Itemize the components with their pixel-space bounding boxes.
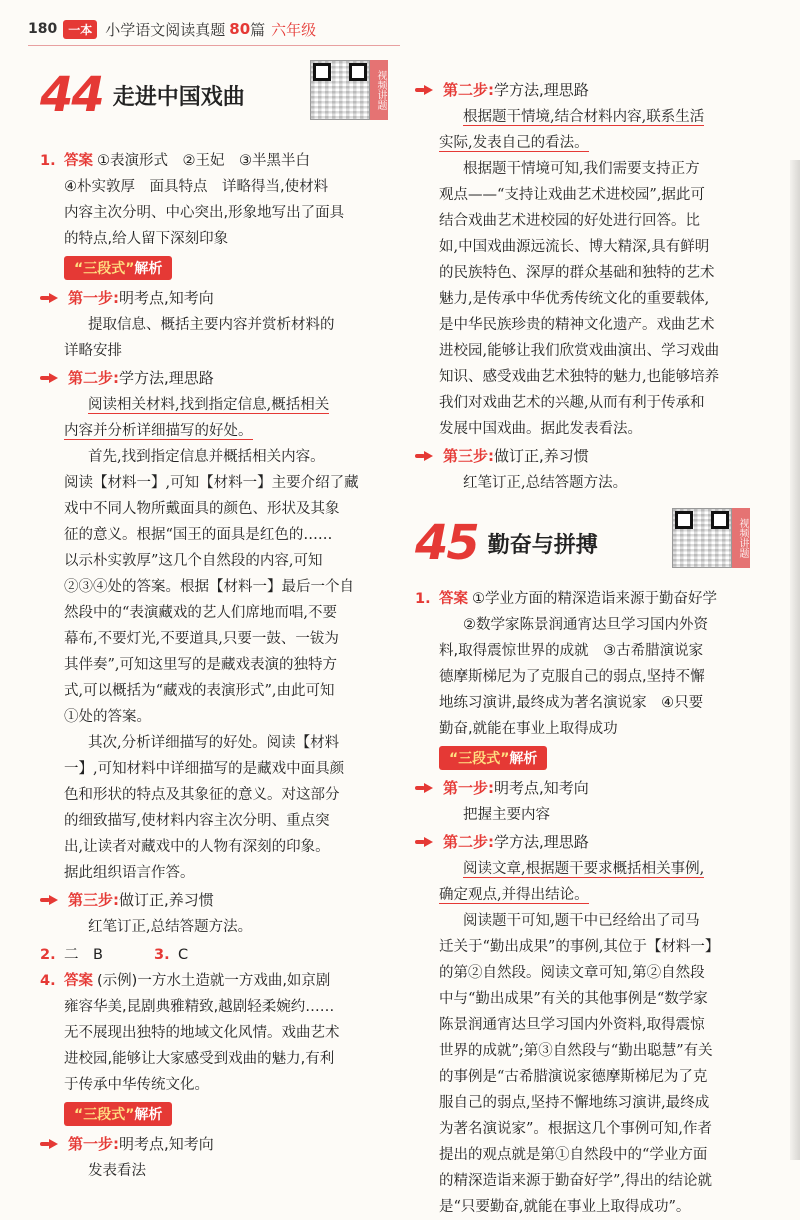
step-detail: 把握主要内容 — [463, 807, 550, 823]
qr-code-icon — [310, 60, 370, 120]
answer-line: 内容主次分明、中心突出,形象地写出了面具 — [64, 205, 345, 221]
brand-logo: 一本 — [63, 20, 97, 39]
answer-line: 的特点,给人留下深刻印象 — [64, 231, 229, 247]
sanduan-badge: “三段式”解析 — [64, 1102, 172, 1126]
page-edge-shadow — [790, 160, 800, 1160]
step-3: 第三步: 做订正,养习惯 — [415, 442, 750, 470]
arrow-icon — [415, 783, 437, 793]
lesson-number: 44 — [40, 67, 103, 123]
lesson-title: 走进中国戏曲 — [112, 84, 245, 110]
step-detail: 提取信息、概括主要内容并赏析材料的 — [88, 317, 335, 333]
qr-code-icon — [672, 508, 732, 568]
book-grade: 六年级 — [271, 20, 317, 39]
question-1: 1. 答案 ①学业方面的精深造诣来源于勤奋好学 ②数学家陈景润通宵达旦学习国内外资 料,取得震惊世界的成就 ③古希腊演说家 德摩斯梯尼为了克服自己的弱点,坚持不懈 地练习演讲,最终成为著名演说家 ④只要 勤奋,就能在事业上取得成功 — [415, 591, 717, 737]
arrow-icon — [40, 293, 62, 303]
step-2: 第二步: 学方法,理思路 — [415, 828, 750, 856]
arrow-icon — [40, 373, 62, 383]
qr-tag: 视频讲题 — [370, 60, 388, 120]
step-3: 第三步: 做订正,养习惯 — [40, 886, 400, 914]
page-number: 180 — [28, 21, 58, 37]
answer-line: ④朴实敦厚 面具特点 详略得当,使材料 — [64, 179, 329, 195]
step-1: 第一步: 明考点,知考向 — [40, 284, 400, 312]
answer-q2: 二 B — [64, 947, 103, 963]
arrow-icon — [40, 1139, 62, 1149]
analysis-paragraph: 阅读题干可知,题干中已经给出了司马 迁关于“勤出成果”的事例,其位于【材料一】 的第②自然段。阅读文章可知,第②自然段 中与“勤出成果”有关的其他事例是“数学家 陈景润通宵达旦学习国内外资料,取得震惊 世界的成就”;第③自然段与“勤出聪慧”有关 的事例是“古希腊演说家德摩斯梯尼为了克 服自己的弱点,坚持不懈地练习演讲,最终成 为著名演说家”。根据这几个事例可知,作者 提出的观点就是第①自然段中的“学业方面 的精深造诣来源于勤奋好学”,得出的结论就 是“只要勤奋,就能在事业上取得成功”。 — [439, 913, 720, 1215]
step-1: 第一步: 明考点,知考向 — [415, 774, 750, 802]
answer-line: ①表演形式 ②王妃 ③半黑半白 — [97, 153, 310, 169]
lesson-44-heading — [40, 60, 400, 130]
method-underlined: 内容并分析详细描写的好处。 — [64, 423, 253, 439]
question-1 — [40, 148, 400, 252]
page-header — [28, 14, 316, 44]
answer-q3: C — [178, 947, 189, 963]
method-underlined: 实际,发表自己的看法。 — [439, 135, 589, 151]
question-number: 1. — [40, 153, 56, 169]
arrow-icon — [415, 451, 437, 461]
left-column — [40, 60, 400, 1184]
analysis-paragraph-1: 首先,找到指定信息并概括相关内容。 阅读【材料一】,可知【材料一】主要介绍了藏 戏中不同人物所戴面具的颜色、形状及其象 征的意义。根据“国王的面具是红色的…… 以示朴实敦厚”这几个自然段的内容,可知 ②③④处的答案。根据【材料一】最后一个自 然段中的“表演藏戏的艺人们席地而唱,不要 幕布,不要灯光,不要道具,只要一鼓、一钹为 其伴奏”,可知这里写的是藏戏表演的独特方 式,可以概括为“藏戏的表演形式”,由此可知 ①处的答案。 — [64, 449, 359, 725]
book-count-unit: 篇 — [250, 20, 266, 39]
header-divider — [28, 45, 400, 46]
qr-tag: 视频讲题 — [732, 508, 750, 568]
arrow-icon — [415, 837, 437, 847]
analysis-paragraph: 根据题干情境可知,我们需要支持正方 观点——“支持让戏曲艺术进校园”,据此可 结合戏曲艺术进校园的好处进行回答。比 如,中国戏曲源远流长、博大精深,具有鲜明 的民族特色、深厚的群众基础和独特的艺术 魅力,是传承中华优秀传统文化的重要载体, 是中华民族珍贵的精神文化遗产。戏曲艺术 进校园,能够让我们欣赏戏曲演出、学习戏曲 知识、感受戏曲艺术独特的魅力,也能够培养 我们对戏曲艺术的兴趣,从而有利于传承和 发展中国戏曲。据此发表看法。 — [439, 161, 720, 437]
qr-code-block[interactable] — [310, 60, 388, 120]
step-2-cont: 第二步: 学方法,理思路 — [415, 76, 750, 104]
book-title: 小学语文阅读真题 — [105, 20, 226, 39]
analysis-paragraph-2: 其次,分析详细描写的好处。阅读【材料 一】,可知材料中详细描写的是藏戏中面具颜 色和形状的特点及其象征的意义。对这部分 的细致描写,使材料内容主次分明、重点突 出,让读者对藏戏中的人物有深刻的印象。 据此组织语言作答。 — [64, 735, 345, 881]
question-2-3: 2. 二 B 3. C — [40, 942, 400, 968]
right-column — [415, 76, 750, 1220]
step-2: 第二步: 学方法,理思路 — [40, 364, 400, 392]
method-underlined: 根据题干情境,结合材料内容,联系生活 — [463, 109, 705, 125]
step-detail: 红笔订正,总结答题方法。 — [463, 475, 628, 491]
method-underlined: 阅读相关材料,找到指定信息,概括相关 — [88, 397, 330, 413]
method-underlined: 阅读文章,根据题干要求概括相关事例, — [463, 861, 705, 877]
method-underlined: 确定观点,并得出结论。 — [439, 887, 589, 903]
sanduan-badge: “三段式”解析 — [64, 256, 172, 280]
lesson-45-heading: 45 勤奋与拼搏 视频讲题 — [415, 508, 750, 578]
step-detail: 发表看法 — [88, 1163, 146, 1179]
step-detail: 红笔订正,总结答题方法。 — [88, 919, 253, 935]
question-4: 4. 答案 (示例)一方水土造就一方戏曲,如京剧 雍容华美,昆剧典雅精致,越剧轻柔婉约…… 无不展现出独特的地域文化风情。戏曲艺术 进校园,能够让大家感受到戏曲的魅力,有利 于传承中华传统文化。 — [40, 973, 340, 1093]
book-count: 80 — [229, 20, 251, 38]
arrow-icon — [415, 85, 437, 95]
arrow-icon — [40, 895, 62, 905]
qr-code-block[interactable] — [672, 508, 750, 568]
step-detail: 详略安排 — [64, 343, 122, 359]
sanduan-badge: “三段式”解析 — [439, 746, 547, 770]
answer-tag: 答案 — [64, 153, 93, 169]
step-1b: 第一步: 明考点,知考向 — [40, 1130, 400, 1158]
